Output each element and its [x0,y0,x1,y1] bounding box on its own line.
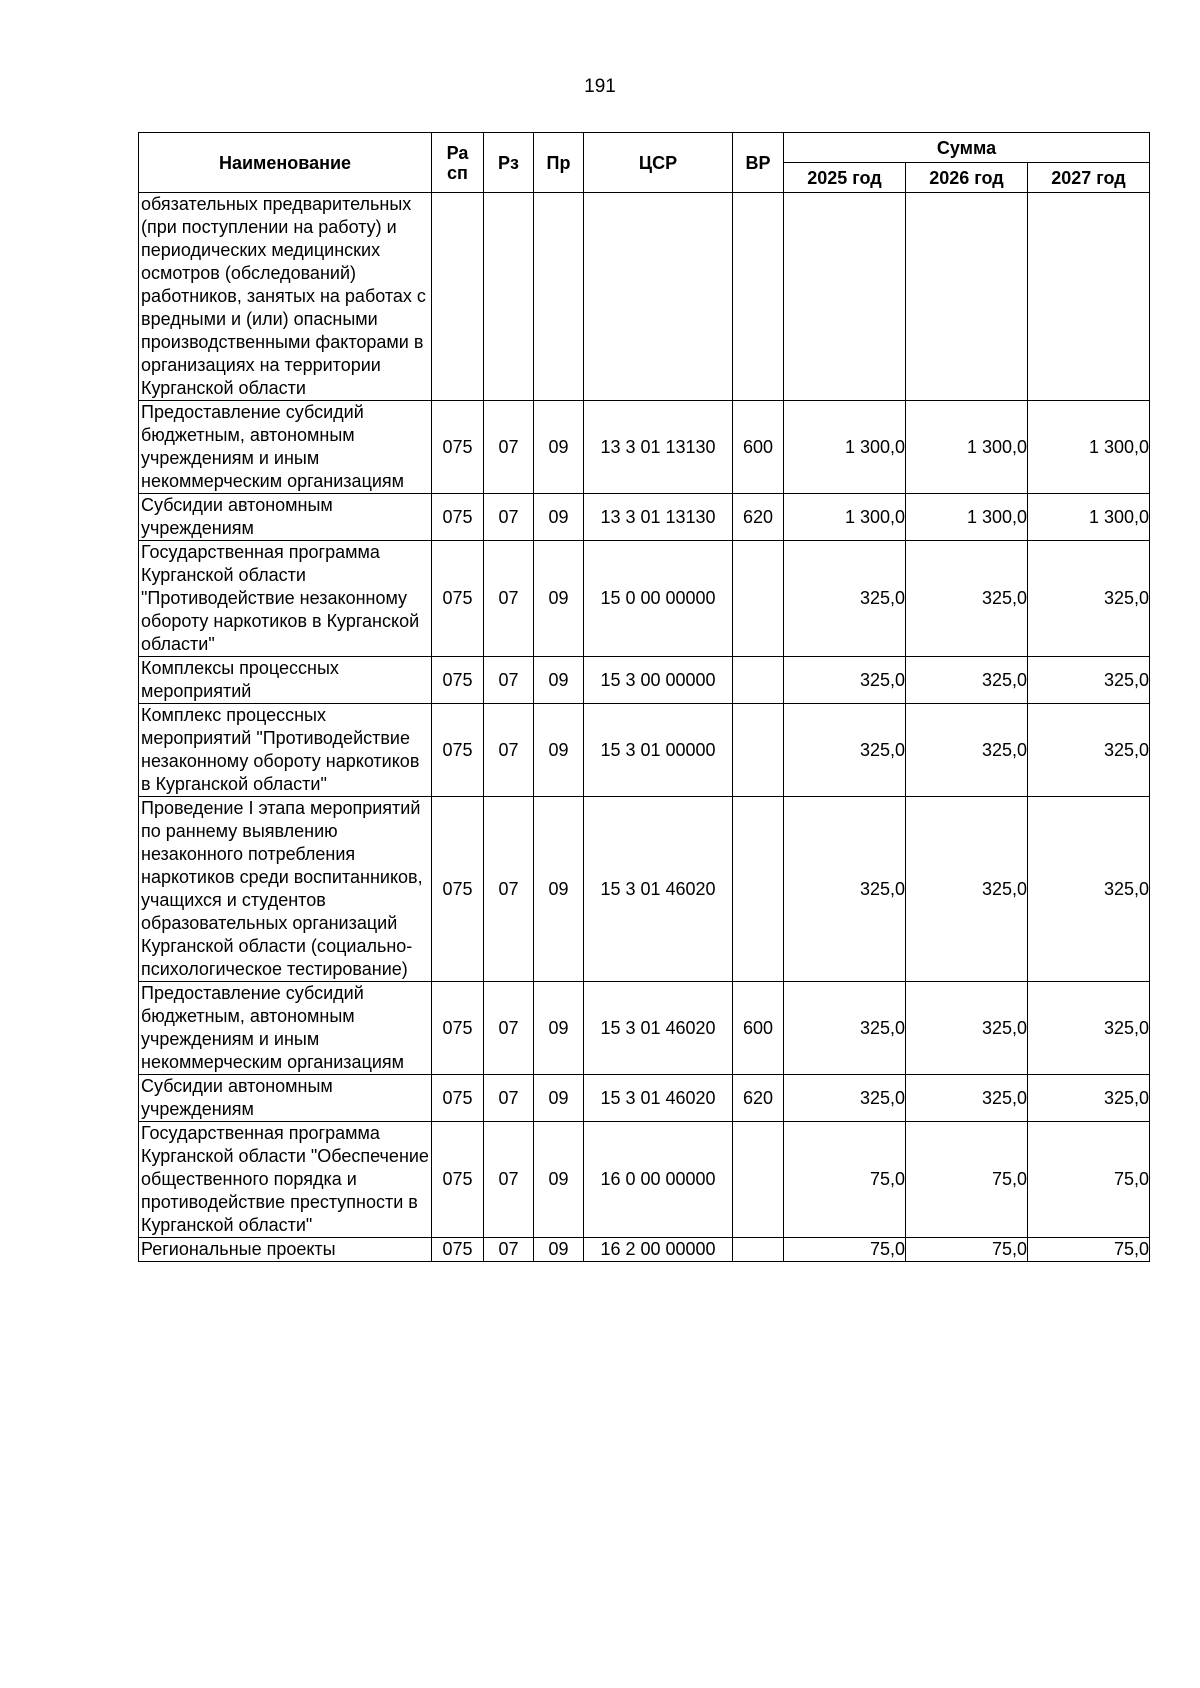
table-row [139,494,1150,541]
header-2026: 2026 год [906,163,1028,193]
cell-sum-2027: 75,0 [1028,1122,1150,1238]
cell-rasp: 075 [432,1238,484,1262]
cell-rz [484,193,534,401]
cell-csr: 16 0 00 00000 [584,1122,733,1238]
cell-rasp: 075 [432,401,484,494]
cell-sum-2026: 75,0 [906,1238,1028,1262]
cell-pr: 09 [534,494,584,541]
cell-name: Проведение I этапа мероприятий по раннему выявлению незаконного потребления наркотиков среди воспитанников, учащихся и студентов образовательных организаций Курганской области (социально-психологическое тестирование) [139,797,432,982]
cell-rz: 07 [484,1075,534,1122]
cell-vr [733,704,784,797]
cell-csr [584,193,733,401]
cell-sum-2027: 325,0 [1028,541,1150,657]
cell-sum-2027: 325,0 [1028,797,1150,982]
cell-rasp: 075 [432,541,484,657]
cell-csr: 13 3 01 13130 [584,494,733,541]
cell-sum-2025: 325,0 [784,982,906,1075]
cell-name: Комплекс процессных мероприятий "Противодействие незаконному обороту наркотиков в Курганской области" [139,704,432,797]
cell-sum-2027: 325,0 [1028,1075,1150,1122]
cell-sum-2027: 75,0 [1028,1238,1150,1262]
cell-sum-2025: 1 300,0 [784,401,906,494]
cell-vr [733,1238,784,1262]
cell-vr: 620 [733,494,784,541]
cell-rasp: 075 [432,1075,484,1122]
cell-sum-2026: 325,0 [906,704,1028,797]
cell-sum-2026: 75,0 [906,1122,1028,1238]
cell-sum-2027: 1 300,0 [1028,401,1150,494]
cell-name: Государственная программа Курганской области "Противодействие незаконному обороту наркотиков в Курганской области" [139,541,432,657]
table-row [139,1122,1150,1238]
budget-table [138,132,1150,1262]
cell-name: Предоставление субсидий бюджетным, автономным учреждениям и иным некоммерческим организациям [139,982,432,1075]
page-number: 191 [584,76,616,97]
cell-sum-2026: 325,0 [906,982,1028,1075]
cell-vr [733,797,784,982]
header-2025: 2025 год [784,163,906,193]
cell-vr [733,657,784,704]
header-row-top [139,133,1150,163]
table-row [139,541,1150,657]
cell-sum-2025: 325,0 [784,541,906,657]
cell-rz: 07 [484,982,534,1075]
cell-pr: 09 [534,1075,584,1122]
cell-rasp: 075 [432,704,484,797]
header-vr: ВР [733,133,784,193]
table-row [139,982,1150,1075]
cell-pr: 09 [534,401,584,494]
cell-rz: 07 [484,541,534,657]
cell-sum-2027 [1028,193,1150,401]
table-row [139,1075,1150,1122]
cell-csr: 13 3 01 13130 [584,401,733,494]
cell-pr: 09 [534,1238,584,1262]
cell-rasp: 075 [432,982,484,1075]
cell-vr [733,193,784,401]
cell-sum-2027: 1 300,0 [1028,494,1150,541]
cell-csr: 15 3 01 46020 [584,982,733,1075]
cell-sum-2025: 1 300,0 [784,494,906,541]
cell-csr: 15 3 00 00000 [584,657,733,704]
table-row [139,657,1150,704]
cell-sum-2026: 325,0 [906,657,1028,704]
cell-name: Субсидии автономным учреждениям [139,494,432,541]
cell-sum-2027: 325,0 [1028,982,1150,1075]
header-rasp: Ра сп [432,133,484,193]
cell-sum-2026: 325,0 [906,1075,1028,1122]
cell-sum-2025: 325,0 [784,1075,906,1122]
cell-rasp: 075 [432,494,484,541]
cell-vr: 620 [733,1075,784,1122]
header-2027: 2027 год [1028,163,1150,193]
cell-pr: 09 [534,657,584,704]
cell-rz: 07 [484,704,534,797]
table-row [139,193,1150,401]
header-name: Наименование [139,133,432,193]
cell-csr: 15 0 00 00000 [584,541,733,657]
cell-rz: 07 [484,657,534,704]
table-row [139,401,1150,494]
cell-vr [733,1122,784,1238]
cell-sum-2026: 1 300,0 [906,494,1028,541]
table-row [139,704,1150,797]
cell-rasp [432,193,484,401]
table-row [139,797,1150,982]
cell-sum-2027: 325,0 [1028,657,1150,704]
cell-sum-2025 [784,193,906,401]
cell-csr: 16 2 00 00000 [584,1238,733,1262]
cell-csr: 15 3 01 46020 [584,1075,733,1122]
cell-rasp: 075 [432,657,484,704]
cell-name: Региональные проекты [139,1238,432,1262]
cell-sum-2026: 325,0 [906,797,1028,982]
cell-sum-2025: 325,0 [784,657,906,704]
header-sum: Сумма [784,133,1150,163]
cell-sum-2025: 75,0 [784,1122,906,1238]
cell-rz: 07 [484,797,534,982]
cell-pr: 09 [534,797,584,982]
header-csr: ЦСР [584,133,733,193]
cell-name: Комплексы процессных мероприятий [139,657,432,704]
cell-rz: 07 [484,1122,534,1238]
cell-name: Субсидии автономным учреждениям [139,1075,432,1122]
cell-rasp: 075 [432,1122,484,1238]
cell-rz: 07 [484,1238,534,1262]
cell-vr: 600 [733,982,784,1075]
cell-pr: 09 [534,1122,584,1238]
table-row [139,1238,1150,1262]
cell-name: Предоставление субсидий бюджетным, автономным учреждениям и иным некоммерческим организациям [139,401,432,494]
cell-csr: 15 3 01 46020 [584,797,733,982]
cell-rz: 07 [484,401,534,494]
header-rz: Рз [484,133,534,193]
cell-name: обязательных предварительных (при поступлении на работу) и периодических медицинских осмотров (обследований) работников, занятых на работах с вредными и (или) опасными производственными факторами в организациях на территории Курганской области [139,193,432,401]
cell-name: Государственная программа Курганской области "Обеспечение общественного порядка и противодействие преступности в Курганской области" [139,1122,432,1238]
cell-pr: 09 [534,704,584,797]
cell-vr [733,541,784,657]
cell-sum-2026: 1 300,0 [906,401,1028,494]
cell-sum-2027: 325,0 [1028,704,1150,797]
cell-pr: 09 [534,982,584,1075]
cell-sum-2025: 325,0 [784,797,906,982]
cell-csr: 15 3 01 00000 [584,704,733,797]
cell-sum-2025: 325,0 [784,704,906,797]
header-pr: Пр [534,133,584,193]
cell-rz: 07 [484,494,534,541]
cell-sum-2025: 75,0 [784,1238,906,1262]
cell-pr [534,193,584,401]
cell-vr: 600 [733,401,784,494]
cell-sum-2026 [906,193,1028,401]
cell-pr: 09 [534,541,584,657]
cell-sum-2026: 325,0 [906,541,1028,657]
cell-rasp: 075 [432,797,484,982]
